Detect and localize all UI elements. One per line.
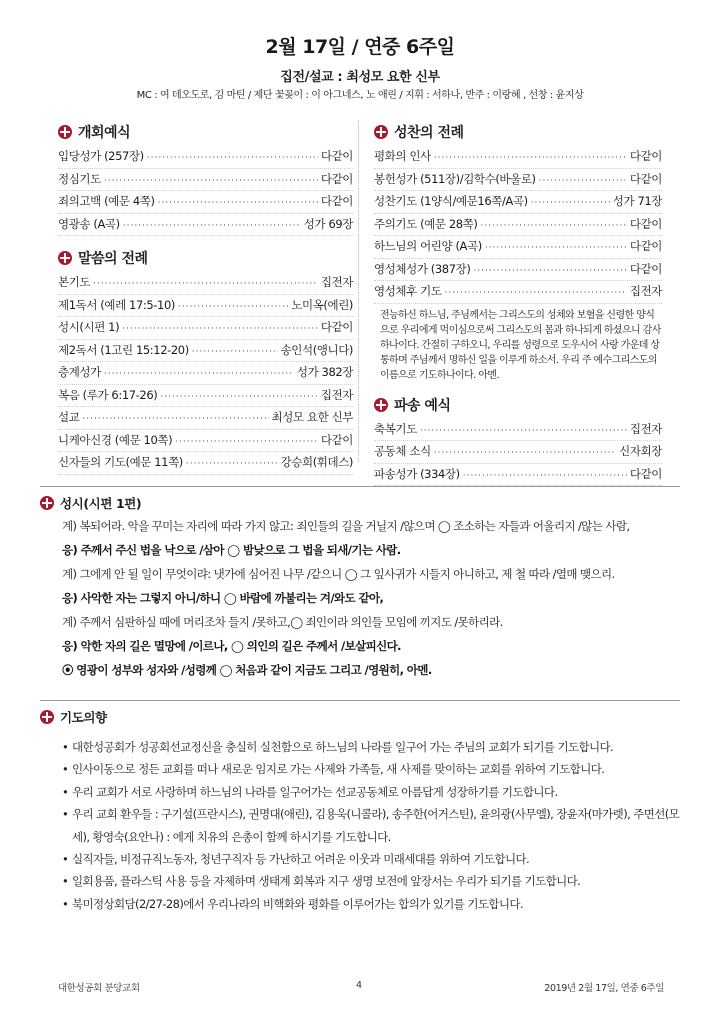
- opening-rows: [58, 146, 353, 236]
- row-value: 성가 382장: [296, 365, 353, 379]
- row-label: 제1독서 (예레 17:5-10): [58, 297, 175, 312]
- row-label: 축복기도: [374, 421, 417, 436]
- order-row: [374, 441, 662, 464]
- row-value: 집전자: [320, 275, 353, 289]
- dot-leader: [158, 193, 318, 215]
- order-row: [58, 430, 353, 453]
- row-value: 다같이: [320, 320, 353, 334]
- intentions-list: [62, 736, 688, 915]
- row-value: 성가 71장: [612, 194, 662, 208]
- row-value: 다같이: [629, 261, 662, 276]
- row-label: 영광송 (A곡): [58, 216, 120, 231]
- row-label: 니케아신경 (예문 10쪽): [58, 432, 173, 447]
- dot-leader: [420, 421, 627, 443]
- dot-leader: [147, 148, 318, 170]
- row-value: 송인석(앵니다): [280, 342, 353, 357]
- row-value: 집전자: [629, 284, 662, 298]
- cross-circle-icon: [374, 125, 388, 139]
- dot-leader: [186, 454, 278, 476]
- row-value: 최성모 요한 신부: [271, 410, 353, 424]
- psalm-line: 계) 주께서 심판하실 때에 머리조차 들지 /못하고,◯ 죄인이라 의인들 모임에 끼지도 /못하리라.: [62, 615, 503, 629]
- row-label: 봉헌성가 (511장)/김학수(바울로): [374, 171, 536, 186]
- order-row: [58, 169, 353, 192]
- dot-leader: [434, 148, 627, 170]
- row-label: 성찬기도 (1양식/예문16쪽/A곡): [374, 194, 528, 208]
- eucharist-rows: [374, 146, 662, 304]
- footer-church: 대한성공회 분당교회: [58, 983, 140, 994]
- row-label: 하느님의 어린양 (A곡): [374, 239, 482, 253]
- section-divider: [40, 486, 680, 487]
- order-row: [374, 464, 662, 487]
- row-label: 주의기도 (예문 28쪽): [374, 216, 478, 231]
- row-label: 평화의 인사: [374, 149, 431, 163]
- dot-leader: [160, 387, 318, 409]
- footer-date: 2019년 2월 17일, 연중 6주일: [544, 983, 664, 994]
- intention-item: • 일회용품, 플라스틱 사용 등을 자제하며 생태계 회복과 지구 생명 보전에 앞장서는 우리가 되기를 기도합니다.: [62, 870, 688, 892]
- intention-item: • 북미정상회담(2/27-28)에서 우리나라의 비핵화와 평화를 이루어가는 합의가 있기를 기도합니다.: [62, 893, 688, 915]
- row-label: 정심기도: [58, 171, 101, 186]
- order-row: [58, 407, 353, 430]
- section-heading-dismissal: 파송 예식: [374, 393, 662, 417]
- row-value: 성가 69장: [303, 216, 353, 231]
- dot-leader: [463, 466, 627, 488]
- row-value: 다같이: [320, 432, 353, 447]
- row-value: 강승희(휘데스): [280, 455, 353, 469]
- order-row: [374, 214, 662, 237]
- row-value: 다같이: [629, 239, 662, 253]
- order-row: [58, 191, 353, 214]
- row-value: 집전자: [629, 421, 662, 436]
- cross-circle-icon: [58, 125, 72, 139]
- psalm-block: [62, 514, 682, 682]
- section-divider: [40, 700, 680, 701]
- row-label: 공동체 소식: [374, 444, 431, 458]
- order-row: [374, 259, 662, 282]
- order-row: [374, 281, 662, 304]
- intention-item: • 우리 교회가 서로 사랑하며 하느님의 나라를 일구어가는 선교공동체로 아름답게 성장하기를 기도합니다.: [62, 781, 688, 803]
- order-row: [58, 340, 353, 363]
- page-title: 2월 17일 / 연중 6주일: [265, 36, 455, 58]
- order-row: [58, 317, 353, 340]
- section-heading-opening: 개회예식: [58, 120, 353, 144]
- cross-circle-icon: [58, 251, 72, 265]
- row-value: 다같이: [320, 149, 353, 163]
- psalm-line: 응) 주께서 주신 법을 낙으로 /삼아 ◯ 밤낮으로 그 법을 되새/기는 사람.: [62, 543, 401, 557]
- intention-item: • 인사이동으로 정든 교회를 떠나 새로운 임지로 가는 사제와 가족들, 새 사제를 맞이하는 교회를 위하여 기도합니다.: [62, 758, 688, 780]
- post-communion-prayer: 전능하신 하느님, 주님께서는 그리스도의 성체와 보혈을 신령한 양식으로 우리에게 먹이심으로써 그리스도의 몸과 하나되게 하셨으니 감사하나이다. 간절히 구하오니, 우리를 성령으로 도우시어 사랑 가운데 상통하며 주님께서 명하신 일을 이루게 하소서. 우리 주 예수그리스도의 이름으로 기도하나이다. 아멘.: [380, 309, 661, 381]
- order-row: [374, 419, 662, 442]
- cross-circle-icon: [374, 398, 388, 412]
- section-heading-psalm: 성시(시편 1편): [40, 494, 141, 512]
- order-row: [58, 214, 353, 237]
- row-value: 다같이: [629, 216, 662, 231]
- order-row: [374, 191, 662, 214]
- row-label: 층계성가: [58, 365, 101, 379]
- row-value: 집전자: [320, 387, 353, 402]
- intention-item: • 대한성공회가 성공회선교정신을 충실히 실천함으로 하느님의 나라를 일구어 가는 주님의 교회가 되기를 기도합니다.: [62, 736, 688, 758]
- row-value: 다같이: [320, 171, 353, 186]
- left-column: [58, 110, 353, 475]
- dot-leader: [480, 216, 626, 238]
- section-heading-word: 말씀의 전례: [58, 246, 353, 270]
- dot-leader: [485, 238, 627, 260]
- dot-leader: [175, 432, 318, 454]
- psalm-line: 응) 악한 자의 길은 멸망에 /이르나, ◯ 의인의 길은 주께서 /보살피신다.: [62, 639, 401, 653]
- psalm-line: 계) 그에게 안 될 일이 무엇이랴: 냇가에 심어진 나무 /같으니 ◯ 그 잎사귀가 시들지 아니하고, 제 철 따라 /열매 맺으리.: [62, 567, 615, 581]
- dot-leader: [445, 283, 627, 305]
- row-label: 제2독서 (1고린 15:12-20): [58, 342, 189, 357]
- dot-leader: [82, 409, 268, 431]
- dismissal-rows: [374, 419, 662, 487]
- dot-leader: [122, 319, 318, 341]
- intention-item: • 실직자들, 비정규직노동자, 청년구직자 등 가난하고 어려운 이웃과 미래세대를 위하여 기도합니다.: [62, 848, 688, 870]
- row-value: 다같이: [629, 466, 662, 481]
- row-label: 영성체후 기도: [374, 284, 442, 298]
- row-label: 복음 (루가 6:17-26): [58, 387, 158, 402]
- psalm-line: 계) 복되어라. 악을 꾸미는 자리에 따라 가지 않고: 죄인들의 길을 거닐지 /않으며 ◯ 조소하는 자들과 어울리지 /않는 사람,: [62, 519, 630, 533]
- psalm-line: 응) 사악한 자는 그렇지 아니/하니 ◯ 바람에 까불리는 겨/와도 같아,: [62, 591, 384, 605]
- footer-page-number: 4: [356, 980, 362, 991]
- order-row: [58, 385, 353, 408]
- right-column: [374, 110, 662, 486]
- row-label: 신자들의 기도(예문 11쪽): [58, 455, 183, 469]
- dot-leader: [473, 261, 626, 283]
- row-value: 다같이: [629, 171, 662, 186]
- word-rows: [58, 272, 353, 475]
- dot-leader: [539, 171, 627, 193]
- row-label: 죄의고백 (예문 4쪽): [58, 194, 155, 208]
- order-row: [374, 146, 662, 169]
- order-row: [58, 452, 353, 475]
- row-label: 성시(시편 1): [58, 320, 120, 334]
- order-row: [374, 169, 662, 192]
- row-label: 파송성가 (334장): [374, 466, 460, 481]
- order-row: [58, 295, 353, 318]
- dot-leader: [123, 216, 301, 238]
- column-divider: [358, 120, 359, 462]
- order-row: [58, 272, 353, 295]
- dot-leader: [178, 297, 288, 319]
- row-value: 노미옥(에린): [291, 297, 353, 312]
- dot-leader: [93, 274, 318, 296]
- row-label: 입당성가 (257장): [58, 149, 144, 163]
- row-label: 본기도: [58, 275, 91, 289]
- credits-line: MC : 여 데오도로, 김 마틴 / 제단 꽃꽂이 : 이 아그네스, 노 애린 / 지휘 : 서하나, 반주 : 이랑혜 , 선창 : 윤지상: [136, 90, 584, 101]
- psalm-line: ⦿ 영광이 성부와 성자와 /성령께 ◯ 처음과 같이 지금도 그리고 /영원히, 아멘.: [62, 663, 432, 677]
- section-heading-eucharist: 성찬의 전례: [374, 120, 662, 144]
- celebrant-line: 집전/설교 : 최성모 요한 신부: [280, 70, 440, 85]
- row-label: 설교: [58, 410, 80, 424]
- row-value: 다같이: [320, 194, 353, 208]
- section-heading-intentions: 기도의향: [40, 708, 107, 726]
- order-row: [58, 362, 353, 385]
- dot-leader: [192, 342, 278, 364]
- dot-leader: [531, 193, 610, 215]
- cross-circle-icon: [40, 710, 54, 724]
- order-row: [374, 236, 662, 259]
- cross-circle-icon: [40, 496, 54, 510]
- dot-leader: [434, 443, 616, 465]
- dot-leader: [104, 364, 294, 386]
- intention-item: • 우리 교회 환우들 : 구기설(프란시스), 권명대(애린), 김용욱(니콜라), 송주한(어거스틴), 윤의광(사무엘), 장윤자(마가렛), 주면선(모세), 황영숙(요안나) : 에게 치유의 은총이 함께 하시기를 기도합니다.: [62, 803, 688, 848]
- row-label: 영성체성가 (387장): [374, 261, 471, 276]
- row-value: 신자회장: [619, 444, 662, 458]
- row-value: 다같이: [629, 149, 662, 163]
- dot-leader: [104, 171, 318, 193]
- order-row: [58, 146, 353, 169]
